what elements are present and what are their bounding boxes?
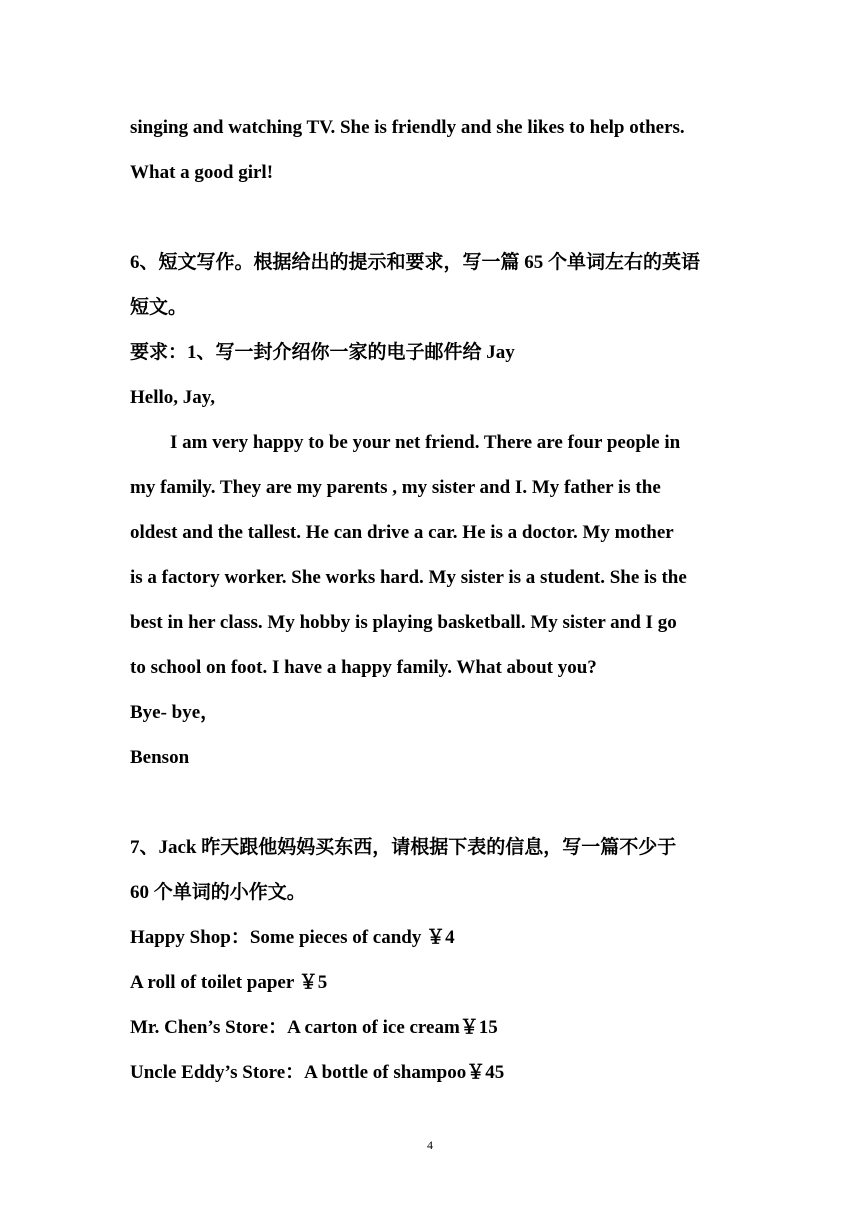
text-line: 60 个单词的小作文。 [130,882,306,903]
shop-item-line: A roll of toilet paper ￥5 [130,972,328,993]
email-body-line: my family. They are my parents , my sister and I. My father is the [130,477,661,498]
email-signature: Benson [130,747,190,768]
text-line: singing and watching TV. She is friendly and she likes to help others. [130,117,685,138]
requirement-line: 要求：1、写一封介绍你一家的电子邮件给 Jay [130,342,515,363]
text-line: What a good girl! [130,162,274,183]
email-closing: Bye- bye， [130,702,220,723]
shop-item-line: Happy Shop：Some pieces of candy ￥4 [130,927,455,948]
shop-item-line: Mr. Chen’s Store：A carton of ice cream￥15 [130,1017,498,1038]
question-6-heading: 6、短文写作。根据给出的提示和要求，写一篇 65 个单词左右的英语 [130,252,701,273]
page-number: 4 [427,1138,433,1152]
email-body-line: is a factory worker. She works hard. My sister is a student. She is the [130,567,687,588]
email-body-line: to school on foot. I have a happy family. What about you? [130,657,597,678]
text-line: 短文。 [130,297,188,318]
question-7-heading: 7、Jack 昨天跟他妈妈买东西，请根据下表的信息，写一篇不少于 [130,837,677,858]
email-body-line: I am very happy to be your net friend. There are four people in [170,432,681,453]
email-body-line: best in her class. My hobby is playing basketball. My sister and I go [130,612,677,633]
email-greeting: Hello, Jay, [130,387,215,408]
shop-item-line: Uncle Eddy’s Store：A bottle of shampoo￥45 [130,1062,505,1083]
email-body-line: oldest and the tallest. He can drive a car. He is a doctor. My mother [130,522,674,543]
